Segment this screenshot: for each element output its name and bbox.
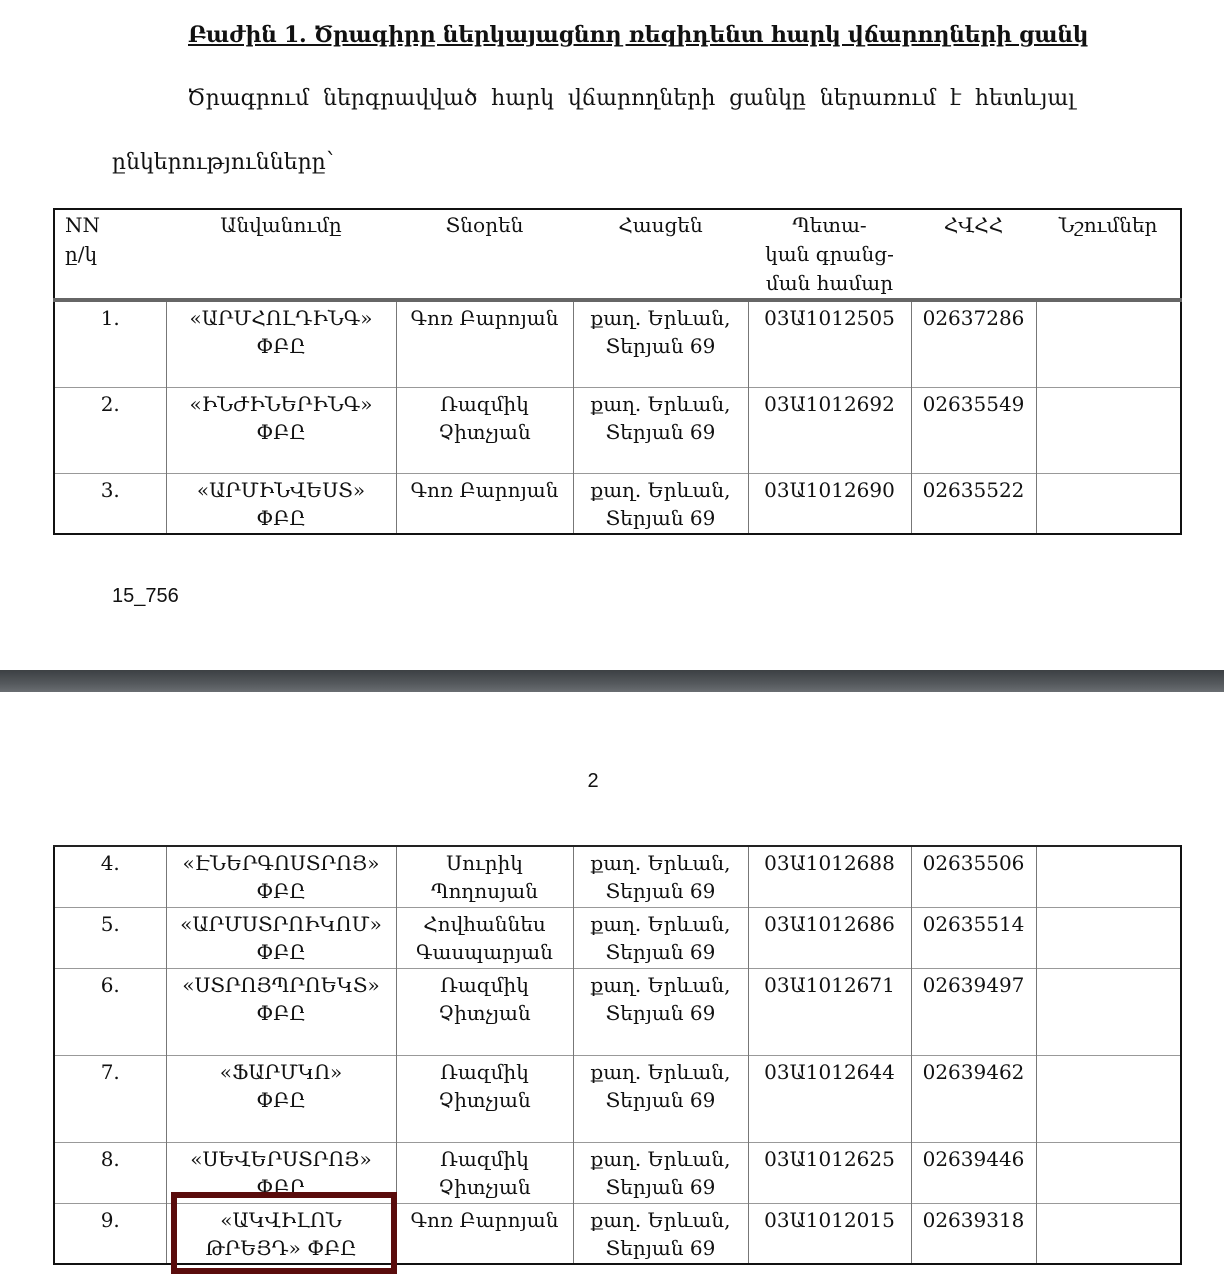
- cell-address: [573, 907, 748, 968]
- cell-name-line: ՓԲԸ: [256, 1087, 306, 1112]
- cell-address-line: Տերյան 69: [605, 1000, 716, 1025]
- cell-address-line: քաղ. Երևան,: [590, 1059, 731, 1084]
- cell-notes: [1036, 1142, 1181, 1203]
- table-row: [54, 846, 1181, 907]
- cell-address: [573, 300, 748, 387]
- cell-name-line: ՓԲԸ: [256, 1000, 306, 1025]
- cell-address-line: Տերյան 69: [605, 1235, 716, 1260]
- cell-name-line: «ՍԵՎԵՐՍՏՐՈՅ»: [190, 1146, 372, 1171]
- table-row: [54, 1055, 1181, 1142]
- cell-reg-number: 03Ա1012690: [748, 473, 911, 534]
- cell-address: [573, 1142, 748, 1203]
- cell-name: [166, 1055, 396, 1142]
- cell-tin: 02639497: [911, 968, 1036, 1055]
- cell-address-line: քաղ. Երևան,: [590, 1207, 731, 1232]
- cell-notes: [1036, 968, 1181, 1055]
- header-reg-number: [748, 209, 911, 300]
- cell-num: 9.: [54, 1203, 166, 1264]
- table-row: [54, 907, 1181, 968]
- cell-notes: [1036, 846, 1181, 907]
- cell-address-line: քաղ. Երևան,: [590, 391, 731, 416]
- cell-address: [573, 387, 748, 473]
- cell-address-line: Տերյան 69: [605, 879, 716, 903]
- cell-num: 8.: [54, 1142, 166, 1203]
- highlight-box: [171, 1192, 397, 1274]
- table-row: [54, 300, 1181, 387]
- cell-address: [573, 1055, 748, 1142]
- cell-num: 6.: [54, 968, 166, 1055]
- cell-director: [396, 907, 573, 968]
- intro-word: ցանկը: [729, 86, 806, 111]
- cell-reg-number: 03Ա1012015: [748, 1203, 911, 1264]
- cell-name: [166, 387, 396, 473]
- cell-name-line: «ԱԿՎԻԼՈՆ: [220, 1207, 342, 1232]
- cell-tin: 02635549: [911, 387, 1036, 473]
- taxpayers-table-part-1: [53, 208, 1182, 535]
- cell-director: [396, 1203, 573, 1264]
- cell-address-line: Տերյան 69: [605, 1087, 716, 1112]
- cell-director-line: Ռազմիկ: [440, 1146, 529, 1171]
- header-reg-line: Պետա-: [792, 213, 867, 237]
- cell-name-line: «ԻՆԺԻՆԵՐԻՆԳ»: [189, 391, 373, 416]
- cell-director-line: Գոռ Բարոյան: [410, 306, 559, 330]
- cell-director-line: Հովհաննես: [423, 911, 546, 936]
- cell-director-line: Ռազմիկ: [440, 1059, 529, 1084]
- cell-director-line: Չիտչյան: [438, 1174, 531, 1199]
- cell-notes: [1036, 907, 1181, 968]
- cell-director-line: Ռազմիկ: [440, 391, 529, 416]
- intro-word: ներգրավված: [322, 86, 478, 111]
- intro-word: վճարողների: [567, 86, 716, 111]
- cell-director: [396, 1142, 573, 1203]
- header-address: Հասցեն: [618, 213, 703, 237]
- cell-name-line: «ԷՆԵՐԳՈՍՏՐՈՅ»: [182, 851, 380, 875]
- cell-address: [573, 1203, 748, 1264]
- cell-address: [573, 473, 748, 534]
- header-notes: Նշումներ: [1058, 213, 1158, 237]
- document-code: 15_756: [112, 585, 179, 607]
- cell-name-line: «ԱՐՄՍՏՐՈԻԿՈՄ»: [180, 911, 382, 936]
- cell-director-line: Գասպարյան: [416, 939, 553, 964]
- cell-tin: 02635514: [911, 907, 1036, 968]
- table-row: [54, 968, 1181, 1055]
- cell-address-line: Տերյան 69: [605, 334, 716, 358]
- cell-director-line: Ռազմիկ: [440, 972, 529, 997]
- cell-name-line: ՓԲԸ: [256, 1174, 306, 1199]
- cell-address-line: Տերյան 69: [605, 1174, 716, 1199]
- header-reg-line: կան գրանց-: [765, 242, 894, 266]
- cell-name-line: «ՍՏՐՈՅՊՐՈԵԿՏ»: [182, 972, 380, 997]
- cell-name-line: ՓԲԸ: [256, 334, 306, 358]
- cell-name-line: «ՖԱՐՄԿՈ»: [219, 1059, 343, 1084]
- cell-name-line: ՓԲԸ: [256, 505, 306, 530]
- cell-address: [573, 968, 748, 1055]
- cell-name-line: ՓԲԸ: [256, 939, 306, 964]
- cell-reg-number: 03Ա1012625: [748, 1142, 911, 1203]
- table-row: [54, 387, 1181, 473]
- cell-director: [396, 968, 573, 1055]
- cell-notes: [1036, 300, 1181, 387]
- cell-num: 2.: [54, 387, 166, 473]
- section-heading: Բաժին 1. Ծրագիրը ներկայացնող ռեզիդենտ հարկ վճարողների ցանկ: [188, 22, 1089, 48]
- cell-director: [396, 300, 573, 387]
- cell-notes: [1036, 1055, 1181, 1142]
- header-num: [54, 209, 166, 300]
- cell-director-line: Գոռ Բարոյան: [410, 1207, 559, 1232]
- cell-tin: 02639446: [911, 1142, 1036, 1203]
- cell-director: [396, 473, 573, 534]
- cell-director-line: Գոռ Բարոյան: [410, 477, 559, 502]
- intro-word: ներառում: [819, 86, 937, 111]
- cell-num: 4.: [54, 846, 166, 907]
- cell-reg-number: 03Ա1012505: [748, 300, 911, 387]
- cell-address-line: քաղ. Երևան,: [590, 851, 731, 875]
- cell-director-line: Սուրիկ: [446, 851, 523, 875]
- cell-address-line: քաղ. Երևան,: [590, 1146, 731, 1171]
- cell-notes: [1036, 473, 1181, 534]
- intro-word: հարկ: [491, 86, 555, 111]
- cell-reg-number: 03Ա1012671: [748, 968, 911, 1055]
- cell-address-line: Տերյան 69: [605, 505, 716, 530]
- cell-director: [396, 387, 573, 473]
- cell-director-line: Պողոսյան: [431, 879, 538, 903]
- cell-name-line: «ԱՐՄՀՈԼԴԻՆԳ»: [189, 306, 373, 330]
- cell-tin: 02635522: [911, 473, 1036, 534]
- cell-director: [396, 1055, 573, 1142]
- cell-reg-number: 03Ա1012686: [748, 907, 911, 968]
- cell-tin: 02637286: [911, 300, 1036, 387]
- intro-line-2: ընկերությունները՝: [112, 150, 334, 175]
- page-divider: [0, 670, 1224, 692]
- cell-address: [573, 846, 748, 907]
- cell-num: 3.: [54, 473, 166, 534]
- cell-address-line: քաղ. Երևան,: [590, 306, 731, 330]
- cell-name-line: ՓԲԸ: [256, 419, 306, 444]
- table-row: [54, 473, 1181, 534]
- cell-director: [396, 846, 573, 907]
- cell-name-line: ԹՐԵՅԴ» ՓԲԸ: [205, 1235, 357, 1260]
- header-name: Անվանումը: [220, 213, 342, 237]
- cell-director-line: Չիտչյան: [438, 419, 531, 444]
- intro-word: է: [949, 86, 962, 111]
- cell-notes: [1036, 1203, 1181, 1264]
- intro-word: Ծրագրում: [187, 86, 310, 111]
- cell-tin: 02639462: [911, 1055, 1036, 1142]
- cell-num: 1.: [54, 300, 166, 387]
- header-num-line: ը/կ: [65, 242, 98, 266]
- intro-line-1: [187, 86, 1075, 111]
- cell-address-line: քաղ. Երևան,: [590, 477, 731, 502]
- cell-num: 5.: [54, 907, 166, 968]
- cell-director-line: Չիտչյան: [438, 1000, 531, 1025]
- header-tin: ՀՎՀՀ: [943, 213, 1004, 237]
- cell-director-line: Չիտչյան: [438, 1087, 531, 1112]
- header-num-line: NN: [65, 213, 100, 237]
- cell-name: [166, 907, 396, 968]
- table-header-row: [54, 209, 1181, 300]
- header-director: Տնօրեն: [445, 213, 524, 237]
- cell-address-line: Տերյան 69: [605, 419, 716, 444]
- intro-word: հետևյալ: [975, 86, 1075, 111]
- cell-notes: [1036, 387, 1181, 473]
- cell-address-line: քաղ. Երևան,: [590, 911, 731, 936]
- cell-num: 7.: [54, 1055, 166, 1142]
- cell-name: [166, 968, 396, 1055]
- cell-tin: 02639318: [911, 1203, 1036, 1264]
- cell-name: [166, 300, 396, 387]
- cell-address-line: քաղ. Երևան,: [590, 972, 731, 997]
- cell-name: [166, 846, 396, 907]
- cell-tin: 02635506: [911, 846, 1036, 907]
- cell-reg-number: 03Ա1012688: [748, 846, 911, 907]
- cell-name-line: «ԱՐՄԻՆՎԵՍՏ»: [196, 477, 366, 502]
- cell-name: [166, 473, 396, 534]
- cell-reg-number: 03Ա1012644: [748, 1055, 911, 1142]
- cell-address-line: Տերյան 69: [605, 939, 716, 964]
- cell-name-line: ՓԲԸ: [256, 879, 306, 903]
- cell-reg-number: 03Ա1012692: [748, 387, 911, 473]
- page-number: 2: [587, 770, 599, 792]
- header-reg-line: ման համար: [765, 271, 894, 295]
